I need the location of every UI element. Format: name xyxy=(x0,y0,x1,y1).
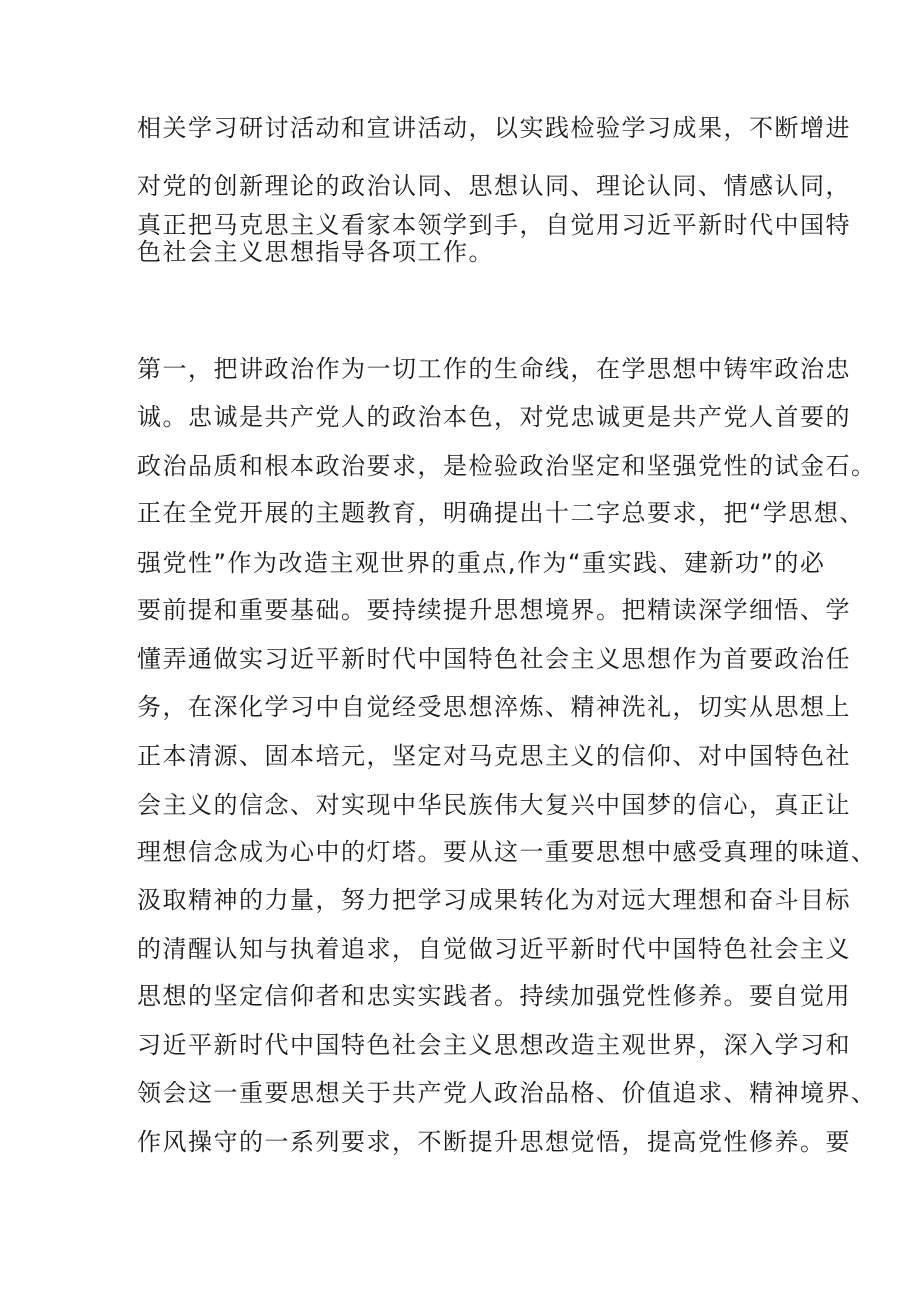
text-line: 政治品质和根本政治要求，是检验政治坚定和坚强党性的试金石。 xyxy=(137,452,877,480)
text-line: 正本清源、固本培元，坚定对马克思主义的信仰、对中国特色社 xyxy=(137,742,851,770)
text-line: 诚。忠诚是共产党人的政治本色，对党忠诚更是共产党人首要的 xyxy=(137,403,851,431)
text-line: 强党性”作为改造主观世界的重点,作为“重实践、建新功”的必 xyxy=(137,549,826,577)
text-line: 领会这一重要思想关于共产党人政治品格、价值追求、精神境界、 xyxy=(137,1079,877,1107)
text-line: 对党的创新理论的政治认同、思想认同、理论认同、情感认同， xyxy=(137,172,851,200)
text-line: 理想信念成为心中的灯塔。要从这一重要思想中感受真理的味道、 xyxy=(137,838,877,866)
text-line: 正在全党开展的主题教育，明确提出十二字总要求，把“学思想、 xyxy=(137,499,865,527)
text-line: 务，在深化学习中自觉经受思想淬炼、精神洗礼，切实从思想上 xyxy=(137,693,851,721)
text-line: 习近平新时代中国特色社会主义思想改造主观世界，深入学习和 xyxy=(137,1031,851,1059)
text-line: 会主义的信念、对实现中华民族伟大复兴中国梦的信心，真正让 xyxy=(137,791,851,819)
text-line: 色社会主义思想指导各项工作。 xyxy=(137,238,494,266)
text-line: 第一，把讲政治作为一切工作的生命线，在学思想中铸牢政治忠 xyxy=(137,355,851,383)
text-line: 要前提和重要基础。要持续提升思想境界。把精读深学细悟、学 xyxy=(137,596,851,624)
text-line: 汲取精神的力量，努力把学习成果转化为对远大理想和奋斗目标 xyxy=(137,886,851,914)
text-line: 懂弄通做实习近平新时代中国特色社会主义思想作为首要政治任 xyxy=(137,645,851,673)
text-line: 的清醒认知与执着追求，自觉做习近平新时代中国特色社会主义 xyxy=(137,935,851,963)
text-line: 真正把马克思主义看家本领学到手，自觉用习近平新时代中国特 xyxy=(137,211,851,239)
text-line: 相关学习研讨活动和宣讲活动，以实践检验学习成果，不断增进 xyxy=(137,114,851,142)
text-line: 作风操守的一系列要求，不断提升思想觉悟，提高党性修养。要 xyxy=(137,1128,851,1156)
text-line: 思想的坚定信仰者和忠实实践者。持续加强党性修养。要自觉用 xyxy=(137,982,851,1010)
